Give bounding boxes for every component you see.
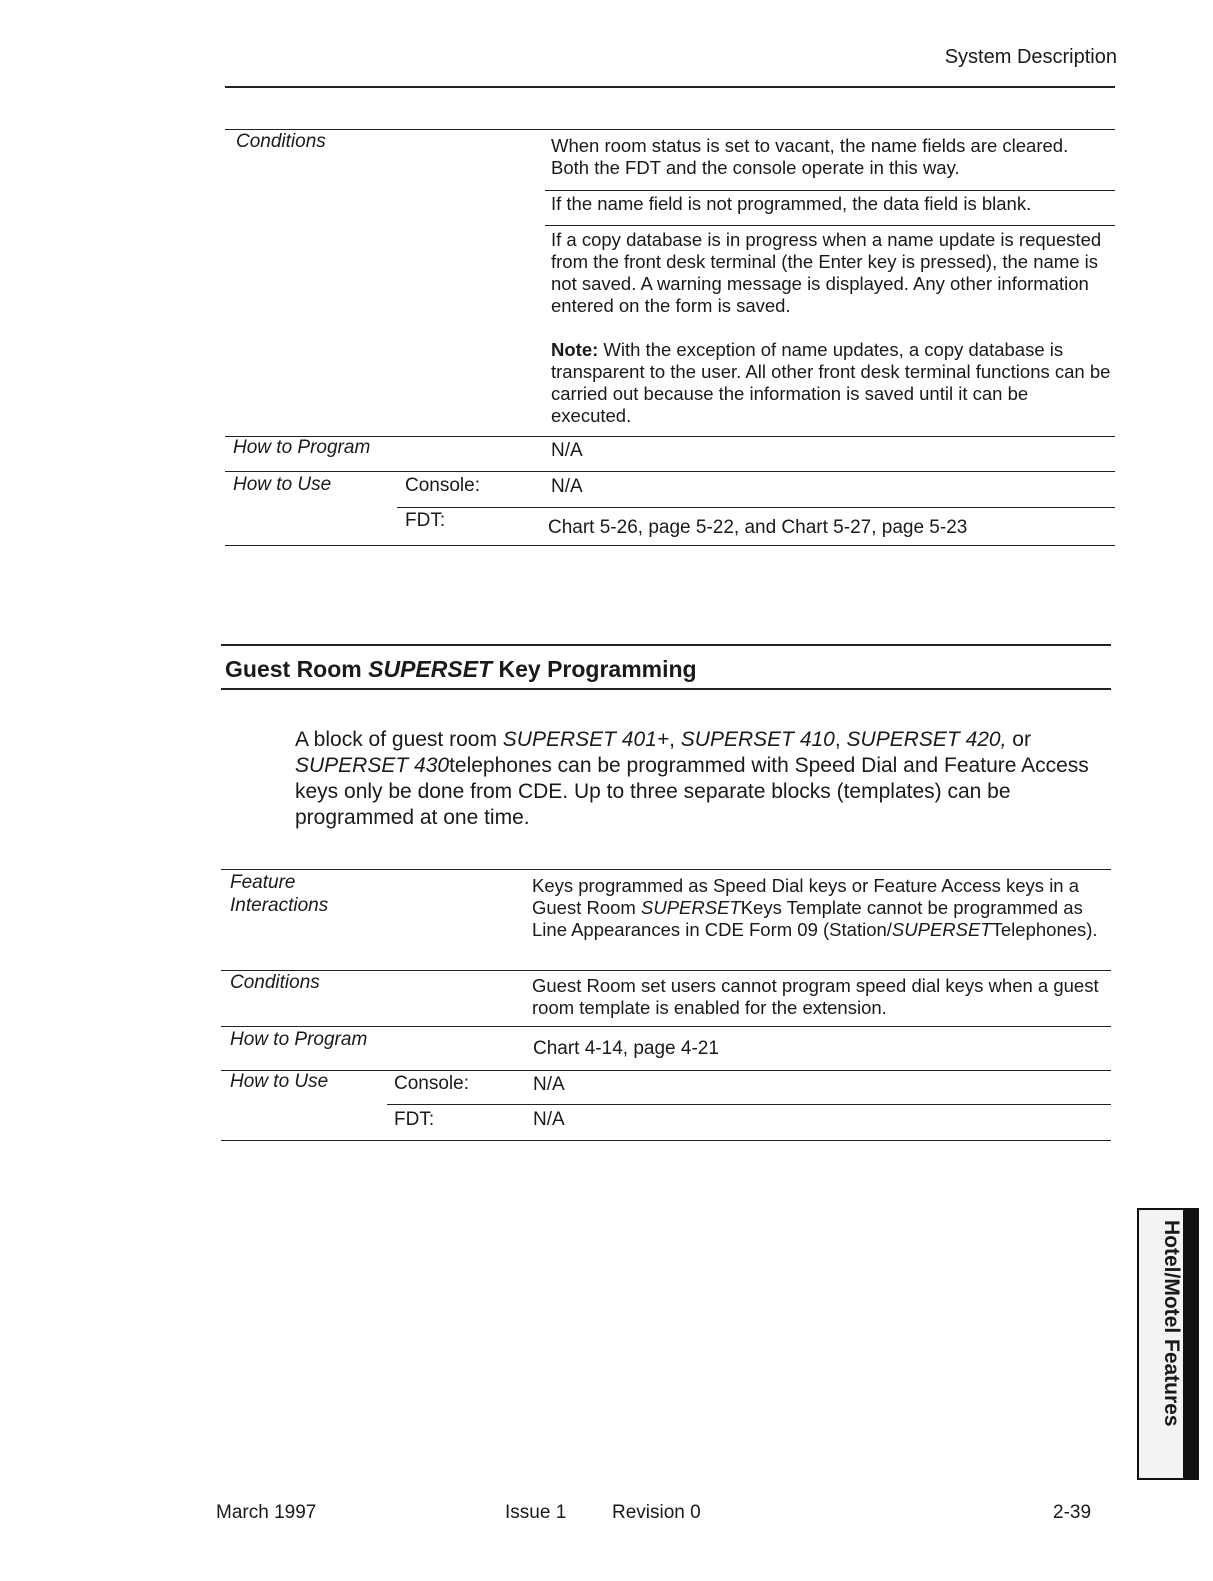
footer-page-number: 2-39 — [1053, 1502, 1092, 1523]
table2-bottom-rule — [221, 1140, 1111, 1141]
table2-feature-interactions-label: Feature Interactions — [230, 872, 329, 916]
table2-conditions-text: Guest Room set users cannot program speed dial keys when a guest room template is enabled for the extension. — [532, 975, 1099, 1018]
table1-bottom-rule — [225, 545, 1115, 546]
note-text: With the exception of name updates, a copy database is transparent to the user. All other front desk terminal functions can be carried out because the information is saved until it can be executed. — [551, 339, 1111, 426]
table2-conditions-label: Conditions — [230, 972, 320, 993]
table2-rule — [221, 970, 1111, 971]
section-intro: A block of guest room SUPERSET 401+, SUPERSET 410, SUPERSET 420, or SUPERSET 430telephones can be programmed with Speed Dial and Feature Access keys only be done from CDE. Up to three separate blocks (templates) can be programmed at one time. — [295, 728, 1089, 829]
section-top-rule — [221, 644, 1111, 646]
table2-fdt-value: N/A — [533, 1109, 565, 1130]
table1-rule — [225, 471, 1115, 472]
table1-conditions-note — [551, 339, 1111, 427]
footer-revision: Revision 0 — [612, 1502, 701, 1523]
table1-how-to-use-label: How to Use — [233, 474, 332, 495]
section-bottom-rule — [221, 688, 1111, 690]
table1-how-to-program-value: N/A — [551, 440, 583, 461]
header-section-title: System Description — [944, 46, 1117, 68]
table2-top-rule — [221, 869, 1111, 870]
table2-how-to-use-label: How to Use — [230, 1071, 329, 1092]
table1-top-rule — [225, 129, 1115, 130]
table2-rule — [221, 1070, 1111, 1071]
table1-conditions-p2: If the name field is not programmed, the data field is blank. — [551, 193, 1032, 214]
table1-how-to-program-label: How to Program — [233, 437, 371, 458]
table2-console-value: N/A — [533, 1074, 565, 1095]
side-tab-bar — [1183, 1210, 1197, 1478]
note-label: Note: — [551, 339, 599, 360]
table2-how-to-program-label: How to Program — [230, 1029, 368, 1050]
section-side-tab — [1137, 1208, 1199, 1480]
table1-rule — [545, 225, 1115, 226]
table2-rule — [387, 1104, 1111, 1105]
table1-fdt-label: FDT: — [405, 510, 446, 531]
table1-conditions-label: Conditions — [236, 131, 326, 152]
table2-rule — [221, 1026, 1111, 1027]
table1-console-label: Console: — [405, 475, 480, 496]
header-rule — [225, 86, 1115, 88]
footer-issue: Issue 1 — [505, 1502, 567, 1523]
table2-how-to-program-value: Chart 4-14, page 4-21 — [533, 1038, 719, 1059]
section-title: Guest Room SUPERSET Key Programming — [225, 656, 697, 682]
footer-date: March 1997 — [216, 1502, 317, 1523]
table1-fdt-value: Chart 5-26, page 5-22, and Chart 5-27, page 5-23 — [548, 517, 968, 538]
table2-fdt-label: FDT: — [394, 1109, 435, 1130]
table1-rule — [545, 190, 1115, 191]
table1-conditions-p1: When room status is set to vacant, the name fields are cleared. Both the FDT and the console operate in this way. — [551, 135, 1069, 178]
table1-conditions-p3: If a copy database is in progress when a name update is requested from the front desk terminal (the Enter key is pressed), the name is not saved. A warning message is displayed. Any other information entered on the form is saved. — [551, 229, 1102, 316]
table1-rule — [397, 507, 1115, 508]
table1-console-value: N/A — [551, 476, 583, 497]
table2-console-label: Console: — [394, 1073, 469, 1094]
side-tab-label: Hotel/Motel Features — [1160, 1220, 1183, 1427]
table2-feature-interactions-text: Keys programmed as Speed Dial keys or Feature Access keys in a Guest Room SUPERSETKeys Template cannot be programmed as Line Appearances in CDE Form 09 (Station/SUPERSETTelephones). — [532, 875, 1098, 940]
